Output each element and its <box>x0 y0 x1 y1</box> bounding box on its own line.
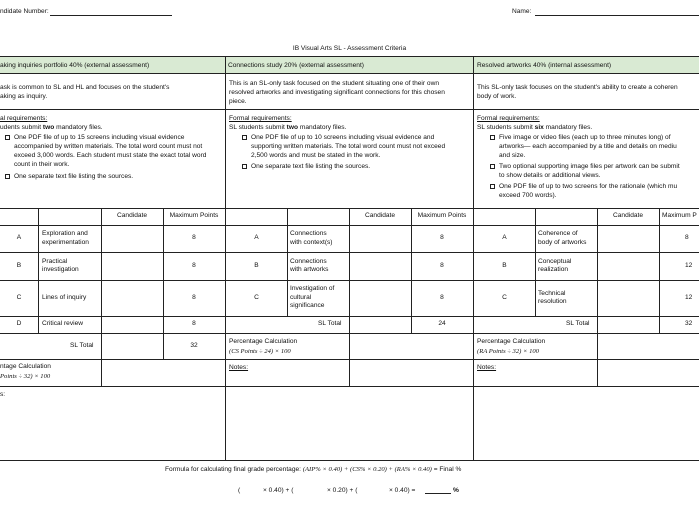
max-points: 8 <box>192 234 196 242</box>
candidate-score-input[interactable] <box>349 252 411 280</box>
col2-max-header: Maximum Points <box>417 212 467 220</box>
fill-open: ( <box>238 487 241 494</box>
candidate-number-label: ndidate Number: <box>0 8 49 15</box>
checkbox[interactable] <box>490 184 495 189</box>
col1-pct-formula: Points ÷ 32) × 100 <box>0 373 51 380</box>
col2-item2: One separate text file listing the sources. <box>242 162 370 171</box>
name-label: Name: <box>512 8 532 15</box>
col1-desc-line1: ask is common to SL and HL and focuses on the student's <box>0 84 170 91</box>
candidate-score-input[interactable] <box>101 252 163 280</box>
max-points: 8 <box>192 320 196 328</box>
col3-item1-line3: and size. <box>499 152 526 159</box>
criterion-desc: Critical review <box>42 320 84 328</box>
col2-sl-total-label: SL Total <box>318 320 342 328</box>
col1-formal-heading: al requirements: <box>0 115 48 122</box>
criterion-letter: A <box>254 234 259 242</box>
col2-submit-line: SL students submit two mandatory files. <box>229 124 347 131</box>
col3-sl-total-label: SL Total <box>566 320 590 328</box>
col3-formal-heading: Formal requirements: <box>477 115 540 122</box>
col1-pct-label: ntage Calculation <box>0 363 51 370</box>
checkbox[interactable] <box>5 135 10 140</box>
candidate-score-input[interactable] <box>597 252 659 280</box>
col2-candidate-header: Candidate <box>364 212 396 220</box>
criterion-letter: D <box>16 320 22 328</box>
fill-ra-term: × 0.40) = <box>389 487 416 494</box>
col3-sl-total: 32 <box>685 320 693 328</box>
col1-item1-line2: accompanied by written materials. The total word count must not <box>14 143 203 150</box>
col2-desc-line1: This is an SL-only task focused on the student situating one of their own <box>229 80 440 87</box>
col3-submit-line: SL students submit six mandatory files. <box>477 124 593 131</box>
col3-item3-line2: exceed 700 words). <box>499 192 557 199</box>
criterion-letter: B <box>502 261 507 269</box>
criterion-letter: A <box>16 234 22 242</box>
col3-item2-line2: to show details or additional views. <box>499 172 601 179</box>
max-points: 8 <box>440 261 444 269</box>
col1-notes-label: s: <box>0 391 6 398</box>
percent-sign: % <box>453 487 459 494</box>
col1-heading: aking inquiries portfolio 40% (external assessment) <box>0 62 150 69</box>
candidate-score-input[interactable] <box>349 225 411 252</box>
fill-cs-term: × 0.20) + ( <box>327 487 358 494</box>
col2-desc-line3: piece. <box>229 98 247 105</box>
col2-formal-heading: Formal requirements: <box>229 115 292 122</box>
criterion-letter: B <box>254 261 259 269</box>
candidate-score-input[interactable] <box>101 316 163 333</box>
col3-max-header: Maximum P <box>662 212 697 220</box>
max-points: 8 <box>192 261 196 269</box>
col2-pct-formula: (CS Points ÷ 24) × 100 <box>229 348 291 355</box>
formula-line: Formula for calculating final grade percentage: (AIP% × 0.40) + (CS% × 0.20) + (RA% × 0.40) = Final % <box>165 466 462 473</box>
col2-pct-label: Percentage Calculation <box>229 338 298 345</box>
col1-desc-line2: aking as inquiry. <box>0 93 48 100</box>
col3-desc-line2: body of work. <box>477 93 517 100</box>
col3-item1-line2: artworks— each accompanied by a title and details on mediu <box>499 143 677 150</box>
page-title: IB Visual Arts SL - Assessment Criteria <box>292 45 407 52</box>
col2-item1-line2: supporting written materials. The total word count must not exceed <box>251 143 446 150</box>
col3-candidate-header: Candidate <box>612 212 644 220</box>
col1-item1: One PDF file of up to 15 screens including visual evidence <box>5 133 184 142</box>
col3-item2: Two optional supporting image files per artwork can be submit <box>490 162 680 171</box>
col3-heading: Resolved artworks 40% (internal assessment) <box>477 62 612 69</box>
col1-item2: One separate text file listing the sources. <box>5 172 133 181</box>
criterion-desc: Coherence of body of artworks <box>538 230 587 246</box>
col1-item1-line3: exceed 3,000 words. Each student must state the exact total word <box>14 152 207 159</box>
criterion-letter: C <box>502 293 507 301</box>
criterion-letter: B <box>16 261 22 269</box>
checkbox[interactable] <box>490 164 495 169</box>
max-points: 12 <box>685 261 693 269</box>
col2-sl-total: 24 <box>438 320 446 328</box>
criterion-desc: Investigation of cultural significance <box>290 285 335 310</box>
checkbox[interactable] <box>242 135 247 140</box>
col2-item1-line3: 2,500 words and must be stated in the work. <box>251 152 381 159</box>
name-field[interactable] <box>535 15 699 16</box>
criterion-desc: Practical investigation <box>42 257 79 273</box>
checkbox[interactable] <box>490 135 495 140</box>
criterion-letter: A <box>502 234 507 242</box>
col2-desc-line2: resolved artworks and investigating significant connections for this chosen <box>229 89 445 96</box>
max-points: 8 <box>440 234 444 242</box>
criterion-letter: C <box>16 293 22 301</box>
col2-item1: One PDF file of up to 10 screens including visual evidence and <box>242 133 434 142</box>
col2-heading: Connections study 20% (external assessment) <box>228 62 364 69</box>
col3-item3: One PDF file of up to two screens for the rationale (which mu <box>490 182 677 191</box>
max-points: 8 <box>192 293 196 301</box>
col1-submit-line: udents submit two mandatory files. <box>0 124 103 131</box>
col3-notes-label: Notes: <box>477 364 497 371</box>
candidate-score-input[interactable] <box>597 225 659 252</box>
candidate-score-input[interactable] <box>597 280 659 316</box>
criterion-desc: Technical resolution <box>538 289 567 305</box>
criterion-desc: Connections with artworks <box>290 257 329 273</box>
max-points: 8 <box>685 234 689 242</box>
candidate-score-input[interactable] <box>101 225 163 252</box>
candidate-number-field[interactable] <box>50 15 172 16</box>
candidate-score-input[interactable] <box>101 280 163 316</box>
col1-sl-total: 32 <box>190 341 198 349</box>
max-points: 12 <box>685 293 693 301</box>
final-percent-field[interactable] <box>425 493 451 494</box>
max-points: 8 <box>440 293 444 301</box>
col2-notes-label: Notes: <box>229 364 249 371</box>
criterion-letter: C <box>254 293 259 301</box>
col1-candidate-header: Candidate <box>116 212 148 220</box>
col3-pct-formula: (RA Points ÷ 32) × 100 <box>477 348 539 355</box>
col3-pct-label: Percentage Calculation <box>477 338 546 345</box>
checkbox[interactable] <box>5 174 10 179</box>
col1-max-header: Maximum Points <box>169 212 219 220</box>
col1-sl-total-label: SL Total <box>70 341 94 349</box>
criterion-desc: Exploration and experimentation <box>42 230 89 246</box>
col1-item1-line4: count in their work. <box>14 161 70 168</box>
checkbox[interactable] <box>242 164 247 169</box>
criterion-desc: Connections with context(s) <box>290 230 333 246</box>
candidate-score-input[interactable] <box>349 280 411 316</box>
col3-desc-line1: This SL-only task focuses on the student's ability to create a coheren <box>477 84 678 91</box>
fill-aip-term: × 0.40) + ( <box>263 487 294 494</box>
col3-item1: Five image or video files (each up to three minutes long) of <box>490 133 671 142</box>
criterion-desc: Conceptual realization <box>538 257 572 273</box>
criterion-desc: Lines of inquiry <box>42 293 87 301</box>
